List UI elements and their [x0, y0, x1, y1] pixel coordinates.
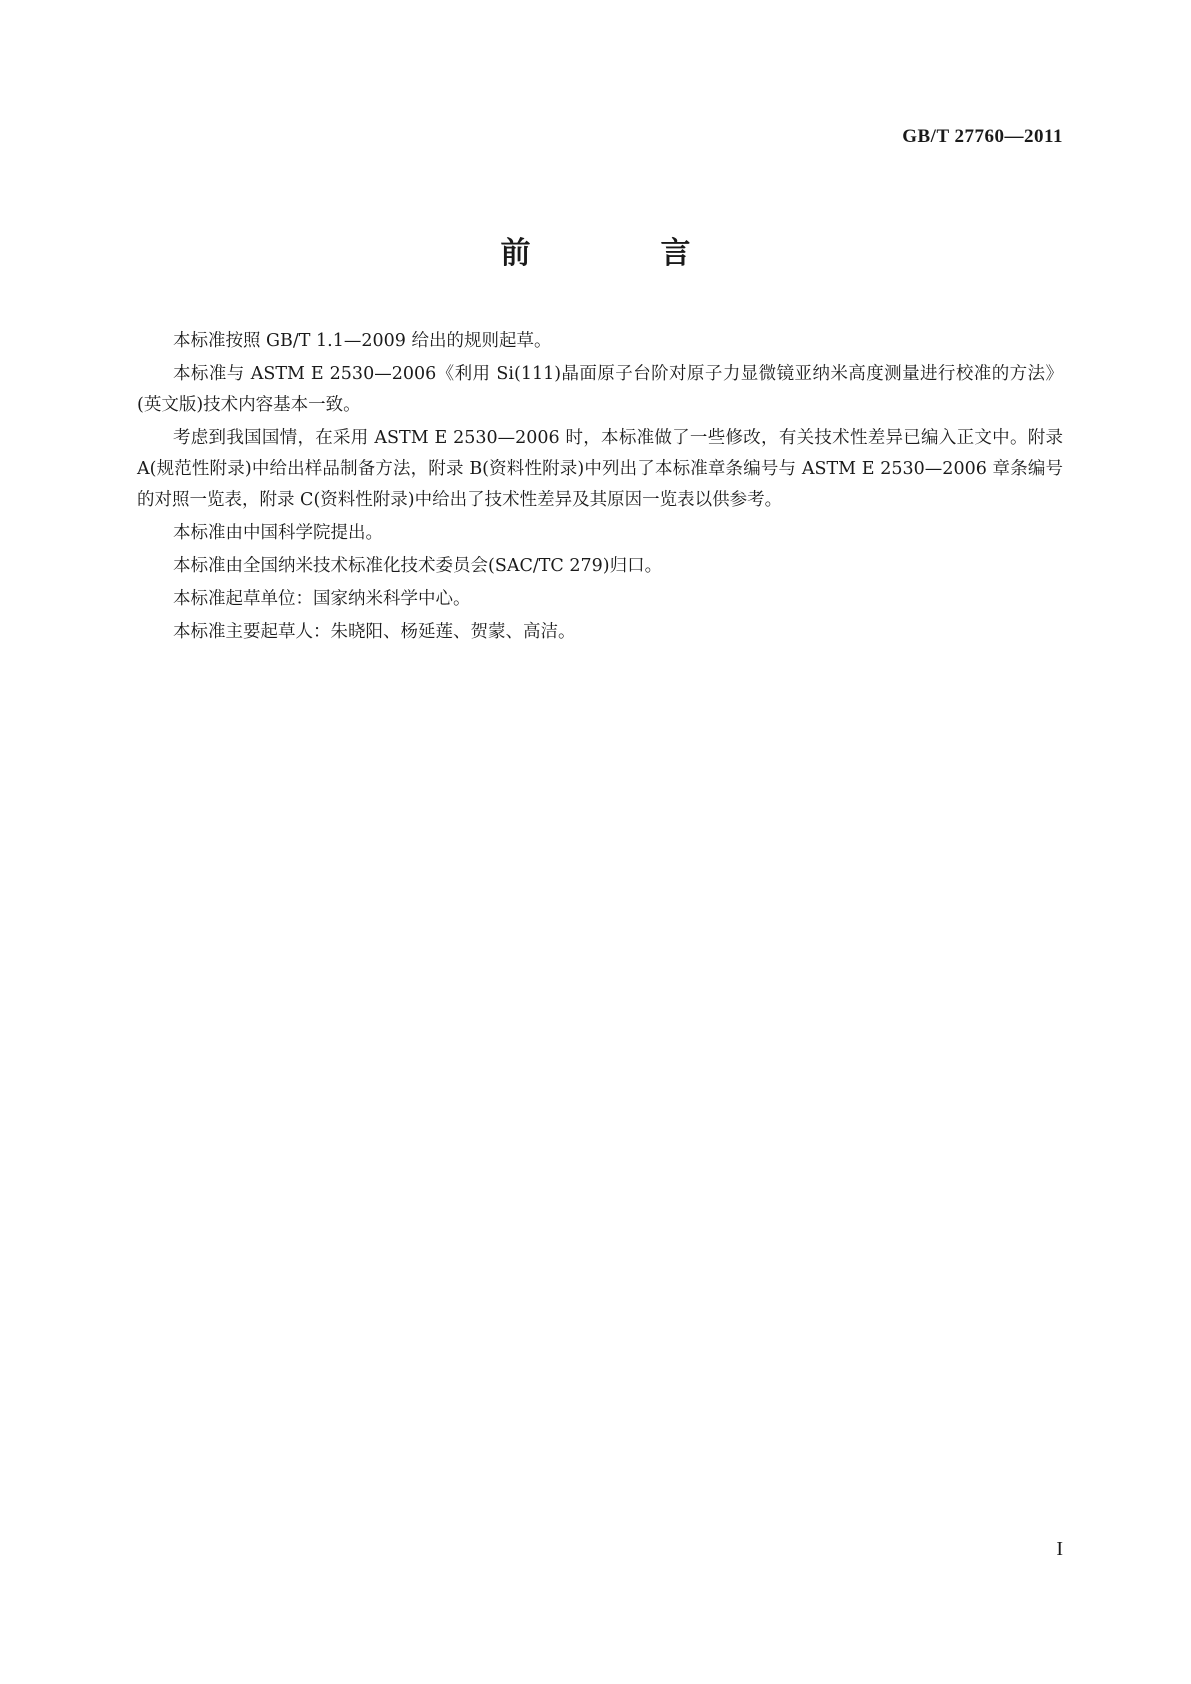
paragraph-administration: 本标准由全国纳米技术标准化技术委员会(SAC/TC 279)归口。 [173, 556, 663, 576]
paragraph-proposer: 本标准由中国科学院提出。 [173, 523, 383, 543]
page-number: I [1056, 1538, 1063, 1560]
paragraph-drafting-rules: 本标准按照 GB/T 1.1—2009 给出的规则起草。 [173, 331, 552, 351]
standard-code: GB/T 27760—2011 [902, 126, 1063, 147]
paragraph-modifications: 考虑到我国国情，在采用 ASTM E 2530—2006 时，本标准做了一些修改，有关技术性差异已编入正文中。附录 A(规范性附录)中给出样品制备方法，附录 B(资料性附录)中列出了本标准章条编号与 ASTM E 2530—2006 章条编号的对照一览表，附录 C(资料性附录)中给出了技术性差异及其原因一览表以供参考。 [137, 428, 1063, 510]
page-title: 前 言 [500, 236, 741, 271]
paragraph-consistency: 本标准与 ASTM E 2530—2006《利用 Si(111)晶面原子台阶对原子力显微镜亚纳米高度测量进行校准的方法》(英文版)技术内容基本一致。 [137, 364, 1063, 415]
paragraph-drafters: 本标准主要起草人：朱晓阳、杨延莲、贺蒙、高洁。 [173, 622, 576, 642]
foreword-body [137, 326, 1063, 650]
paragraph-drafting-unit: 本标准起草单位：国家纳米科学中心。 [173, 589, 471, 609]
